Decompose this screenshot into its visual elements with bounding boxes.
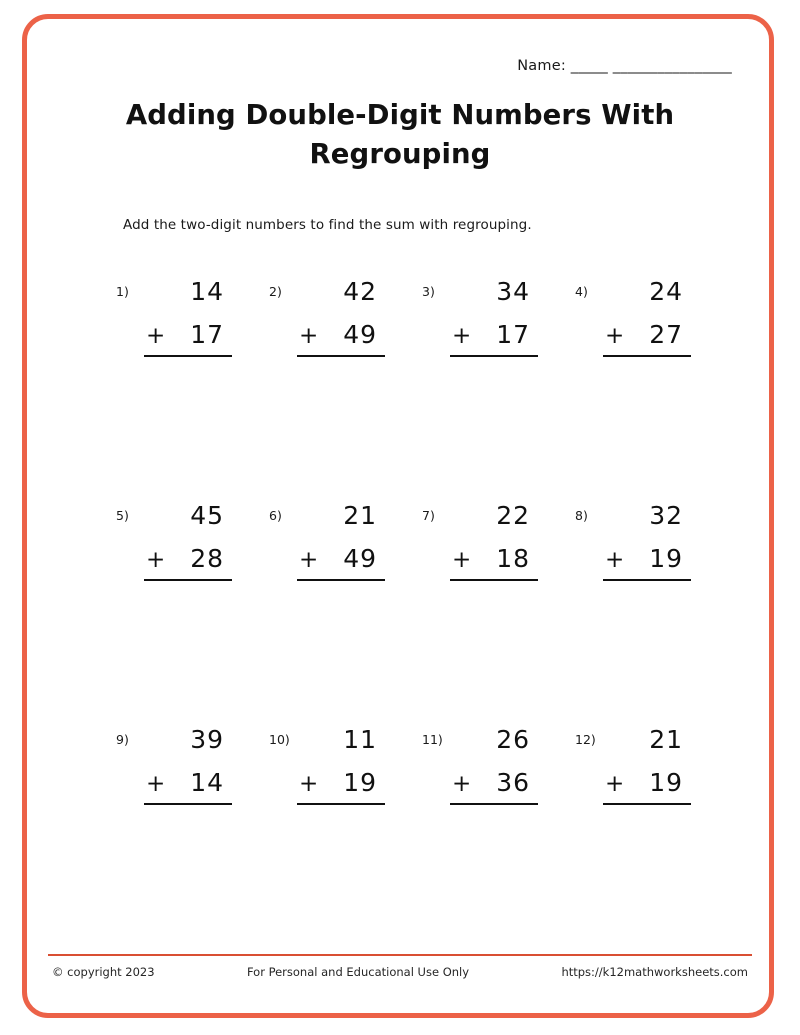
page-title: Adding Double-Digit Numbers With Regrouping — [125, 99, 675, 171]
problem-number: 5) — [116, 508, 129, 523]
second-addend: 18 — [496, 544, 530, 573]
name-field-label: Name: _____ ________________ — [517, 58, 732, 74]
problem-number: 12) — [575, 732, 596, 747]
second-addend-row — [144, 528, 230, 573]
problem-body — [144, 496, 230, 581]
plus-operator: + — [605, 323, 626, 349]
second-addend: 17 — [190, 320, 224, 349]
problem-body — [297, 720, 383, 805]
problem-body — [297, 496, 383, 581]
answer-rule — [144, 355, 232, 357]
problem-body — [450, 272, 536, 357]
problem-number: 7) — [422, 508, 435, 523]
footer-copyright: © copyright 2023 — [52, 965, 155, 979]
problem-body — [144, 272, 230, 357]
second-addend-row — [297, 304, 383, 349]
answer-rule — [297, 579, 385, 581]
footer — [52, 965, 748, 979]
problem-number: 8) — [575, 508, 588, 523]
answer-rule — [603, 579, 691, 581]
problem-body — [450, 496, 536, 581]
problems-grid — [100, 272, 712, 944]
problem-number: 1) — [116, 284, 129, 299]
answer-rule — [603, 803, 691, 805]
second-addend-row — [450, 528, 536, 573]
plus-operator: + — [605, 771, 626, 797]
problem-item — [559, 272, 712, 496]
plus-operator: + — [452, 771, 473, 797]
answer-rule — [450, 579, 538, 581]
problem-number: 2) — [269, 284, 282, 299]
second-addend-row — [450, 304, 536, 349]
problem-number: 6) — [269, 508, 282, 523]
second-addend: 17 — [496, 320, 530, 349]
plus-operator: + — [146, 771, 167, 797]
second-addend: 28 — [190, 544, 224, 573]
problem-item — [406, 720, 559, 944]
problem-item — [406, 496, 559, 720]
problem-body — [450, 720, 536, 805]
second-addend: 19 — [649, 768, 683, 797]
first-addend: 26 — [496, 725, 530, 754]
problem-number: 9) — [116, 732, 129, 747]
footer-divider — [48, 954, 752, 956]
second-addend-row — [297, 752, 383, 797]
plus-operator: + — [146, 323, 167, 349]
second-addend-row — [603, 528, 689, 573]
instructions-text: Add the two-digit numbers to find the sum with regrouping. — [123, 217, 532, 233]
second-addend: 27 — [649, 320, 683, 349]
problem-item — [100, 720, 253, 944]
problem-item — [253, 272, 406, 496]
footer-website: https://k12mathworksheets.com — [561, 965, 748, 979]
answer-rule — [603, 355, 691, 357]
first-addend: 21 — [649, 725, 683, 754]
problem-item — [100, 272, 253, 496]
second-addend: 14 — [190, 768, 224, 797]
problem-number: 10) — [269, 732, 290, 747]
problem-body — [603, 496, 689, 581]
second-addend-row — [144, 752, 230, 797]
second-addend-row — [297, 528, 383, 573]
first-addend: 39 — [190, 725, 224, 754]
first-addend: 32 — [649, 501, 683, 530]
answer-rule — [450, 803, 538, 805]
problem-number: 3) — [422, 284, 435, 299]
problem-body — [297, 272, 383, 357]
second-addend: 19 — [649, 544, 683, 573]
second-addend: 49 — [343, 320, 377, 349]
footer-usage-notice: For Personal and Educational Use Only — [246, 965, 470, 979]
answer-rule — [297, 355, 385, 357]
problem-item — [253, 720, 406, 944]
answer-rule — [297, 803, 385, 805]
plus-operator: + — [605, 547, 626, 573]
problem-body — [603, 720, 689, 805]
problem-body — [144, 720, 230, 805]
problem-number: 11) — [422, 732, 443, 747]
first-addend: 21 — [343, 501, 377, 530]
second-addend-row — [450, 752, 536, 797]
first-addend: 24 — [649, 277, 683, 306]
problem-item — [559, 720, 712, 944]
first-addend: 14 — [190, 277, 224, 306]
second-addend-row — [603, 752, 689, 797]
second-addend-row — [144, 304, 230, 349]
plus-operator: + — [299, 323, 320, 349]
problem-item — [253, 496, 406, 720]
plus-operator: + — [299, 547, 320, 573]
answer-rule — [450, 355, 538, 357]
problem-number: 4) — [575, 284, 588, 299]
problem-body — [603, 272, 689, 357]
first-addend: 34 — [496, 277, 530, 306]
plus-operator: + — [299, 771, 320, 797]
problem-item — [100, 496, 253, 720]
first-addend: 22 — [496, 501, 530, 530]
plus-operator: + — [452, 547, 473, 573]
second-addend: 36 — [496, 768, 530, 797]
problem-item — [406, 272, 559, 496]
answer-rule — [144, 803, 232, 805]
second-addend: 49 — [343, 544, 377, 573]
second-addend-row — [603, 304, 689, 349]
answer-rule — [144, 579, 232, 581]
plus-operator: + — [452, 323, 473, 349]
problem-item — [559, 496, 712, 720]
first-addend: 11 — [343, 725, 377, 754]
first-addend: 45 — [190, 501, 224, 530]
first-addend: 42 — [343, 277, 377, 306]
second-addend: 19 — [343, 768, 377, 797]
plus-operator: + — [146, 547, 167, 573]
